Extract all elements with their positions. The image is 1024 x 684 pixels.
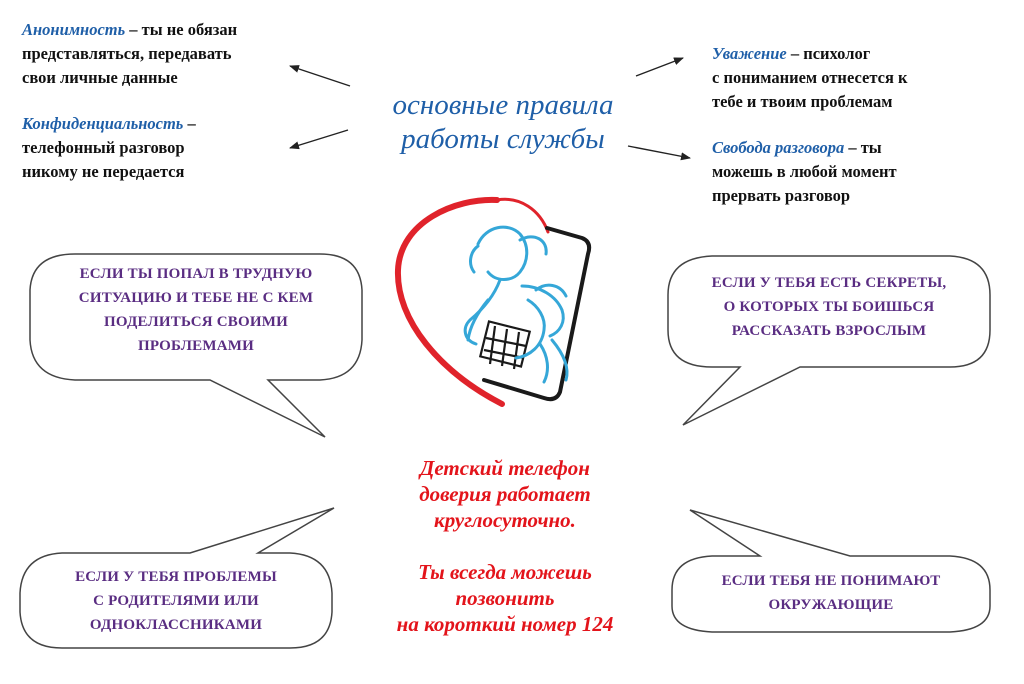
- bubble-bottom-left-text: [20, 565, 332, 637]
- bubble-bottom-right-line-1: ЕСЛИ ТЕБЯ НЕ ПОНИМАЮТ: [721, 573, 941, 589]
- arrow-to-confidentiality: [290, 130, 348, 148]
- bubble-bottom-right-line-2: ОКРУЖАЮЩИЕ: [768, 597, 894, 613]
- helpline-note-line-3: круглосуточно.: [434, 508, 576, 532]
- bubble-top-left-line-3: ПОДЕЛИТЬСЯ СВОИМИ: [104, 314, 288, 330]
- helpline-note: [360, 455, 650, 637]
- bubble-top-right-text: [668, 271, 990, 343]
- rule-confidentiality-line-2: телефонный разговор: [22, 138, 185, 157]
- bubble-top-left-line-2: СИТУАЦИЮ И ТЕБЕ НЕ С КЕМ: [78, 290, 314, 306]
- rule-anonymity-line-1: – ты не обязан: [125, 20, 238, 39]
- bubble-top-left-line-1: ЕСЛИ ТЫ ПОПАЛ В ТРУДНУЮ: [79, 266, 313, 282]
- rule-anonymity: [22, 18, 237, 90]
- bubble-bottom-left-line-3: ОДНОКЛАССНИКАМИ: [89, 617, 263, 633]
- center-title-line-1: основные правила: [392, 89, 614, 121]
- arrow-to-anonymity: [290, 66, 350, 86]
- bubble-top-left-line-4: ПРОБЛЕМАМИ: [138, 338, 254, 354]
- rule-confidentiality: [22, 112, 196, 184]
- rule-anonymity-line-3: свои личные данные: [22, 68, 178, 87]
- bubble-bottom-right-text: [672, 569, 990, 617]
- rule-freedom-term: Свобода разговора: [712, 138, 845, 157]
- bubble-top-right-line-1: ЕСЛИ У ТЕБЯ ЕСТЬ СЕКРЕТЫ,: [711, 275, 947, 291]
- bubble-bottom-left-line-2: С РОДИТЕЛЯМИ ИЛИ: [93, 593, 259, 609]
- helpline-note-line-1: Детский телефон: [420, 456, 590, 480]
- helpline-logo-icon: [398, 199, 589, 404]
- helpline-note-line-6: на короткий номер 124: [396, 612, 614, 636]
- arrow-to-respect: [636, 58, 683, 76]
- rule-anonymity-term: Анонимность: [22, 20, 126, 39]
- helpline-note-gap: [360, 533, 650, 559]
- center-title-line-2: работы службы: [401, 123, 605, 155]
- helpline-note-line-4: Ты всегда можешь: [418, 560, 592, 584]
- rule-respect-line-3: тебе и твоим проблемам: [712, 92, 893, 111]
- rule-confidentiality-term: Конфиденциальность: [22, 114, 184, 133]
- helpline-note-line-5: позвонить: [455, 586, 555, 610]
- rule-respect-line-2: с пониманием отнесется к: [712, 68, 908, 87]
- rule-respect-line-1: – психолог: [786, 44, 871, 63]
- helpline-note-line-2: доверия работает: [419, 482, 591, 506]
- bubble-top-left-text: [30, 262, 362, 358]
- rule-respect: [712, 42, 908, 114]
- rule-freedom: [712, 136, 897, 208]
- rule-confidentiality-line-3: никому не передается: [22, 162, 185, 181]
- bubble-top-right-line-2: О КОТОРЫХ ТЫ БОИШЬСЯ: [723, 299, 935, 315]
- bubble-top-right-line-3: РАССКАЗАТЬ ВЗРОСЛЫМ: [731, 323, 927, 339]
- rule-respect-term: Уважение: [712, 44, 787, 63]
- rule-freedom-line-3: прервать разговор: [712, 186, 851, 205]
- bubble-bottom-left-line-1: ЕСЛИ У ТЕБЯ ПРОБЛЕМЫ: [75, 569, 277, 585]
- rule-confidentiality-line-1: –: [183, 114, 196, 133]
- rule-freedom-line-2: можешь в любой момент: [712, 162, 897, 181]
- rule-anonymity-line-2: представляться, передавать: [22, 44, 232, 63]
- center-title: [368, 88, 638, 156]
- rule-freedom-line-1: – ты: [844, 138, 882, 157]
